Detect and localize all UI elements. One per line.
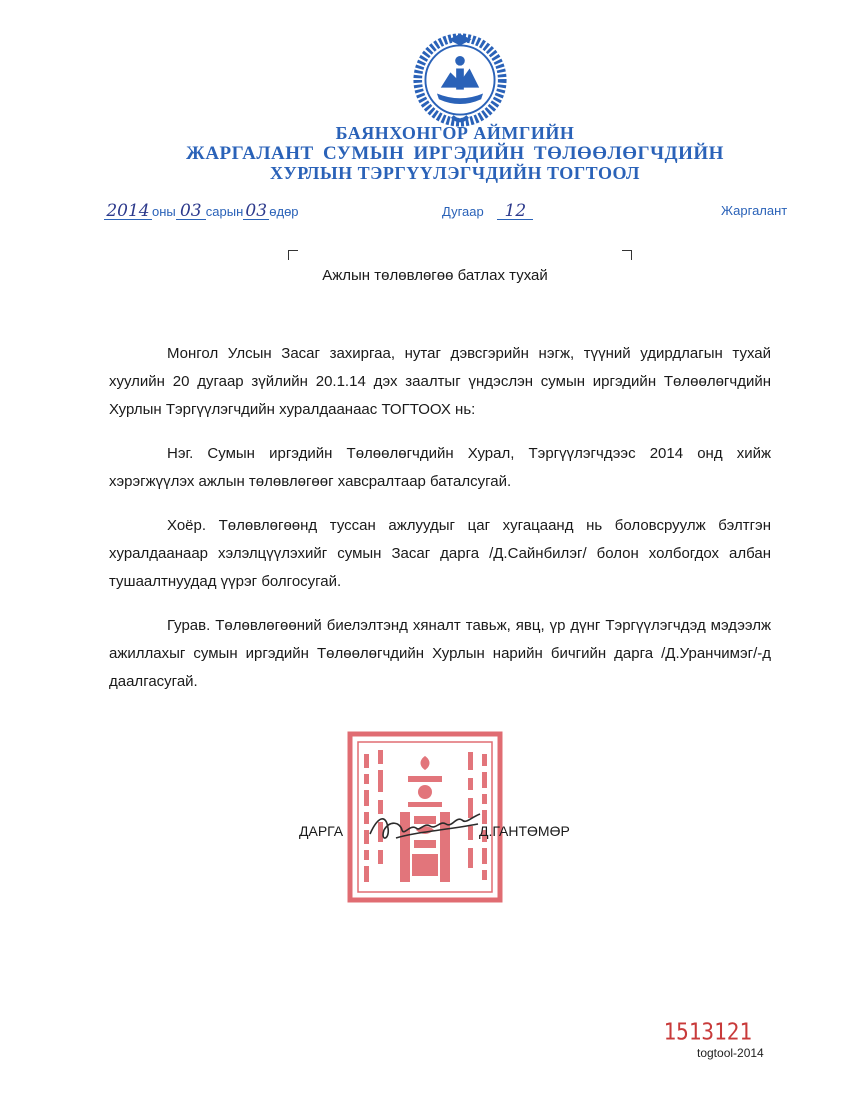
date-day: 03: [243, 203, 269, 220]
header-aimag: БАЯНХОНГОР АЙМГИЙН: [335, 123, 575, 143]
signatory-name: Д.ГАНТӨМӨР: [479, 823, 570, 839]
date-day-suffix: өдөр: [269, 204, 299, 219]
date-year: 2014: [104, 203, 152, 220]
date-year-suffix: оны: [152, 204, 176, 219]
paragraph-preamble: Монгол Улсын Засаг захиргаа, нутаг дэвсгэрийн нэгж, түүний удирдлагын тухай хуулийн 20 дугаар зүйлийн 20.1.14 дэх заалтыг үндэслэн сумын иргэдийн Төлөөлөгчдийн Хурлын Тэргүүлэгчдийн хуралдаанаас ТОГТООХ нь:: [109, 345, 771, 418]
number-line: [442, 203, 533, 220]
paragraph-three: Гурав. Төлөвлөгөөний биелэлтэнд хяналт тавьж, явц, үр дүнг Тэргүүлэгчдэд мэдээлж ажиллахыг сумын иргэдийн Төлөөлөгчдийн Хурлын нарийн бичгийн дарга /Д.Уранчимэг/-д даалгасугай.: [109, 617, 771, 690]
footer-label: togtool-2014: [697, 1046, 764, 1060]
title-corner-left: [288, 250, 298, 260]
document-number-hand: 12: [497, 203, 533, 220]
number-label: Дугаар: [442, 204, 484, 219]
place-name: Жаргалант: [721, 203, 788, 218]
document-title: Ажлын төлөвлөгөө батлах тухай: [322, 267, 548, 284]
document-registration-number: 1513121: [663, 1019, 752, 1045]
date-line: [104, 203, 299, 220]
handwritten-signature: [366, 806, 484, 848]
paragraph-one: Нэг. Сумын иргэдийн Төлөөлөгчдийн Хурал, Тэргүүлэгчдээс 2014 онд хийж хэрэгжүүлэх ажлын төлөвлөгөөг хавсралтаар баталсугай.: [109, 445, 771, 490]
date-month-suffix: сарын: [205, 204, 244, 219]
signature-label: ДАРГА: [299, 823, 344, 839]
header-sum: ЖАРГАЛАНТ СУМЫН ИРГЭДИЙН ТӨЛӨӨЛӨГЧДИЙН: [186, 143, 724, 164]
state-emblem-icon: [412, 32, 508, 128]
title-corner-right: [622, 250, 632, 260]
paragraph-two: Хоёр. Төлөвлөгөөнд туссан ажлуудыг цаг хугацаанд нь боловсруулж бэлтгэн хуралдаанаар хэлэлцүүлэхийг сумын Засаг дарга /Д.Сайнбилэг/ болон холбогдох албан тушаалтнуудад үүрэг болгосугай.: [109, 517, 771, 590]
date-month: 03: [176, 203, 206, 220]
header-document-type: ХУРЛЫН ТЭРГҮҮЛЭГЧДИЙН ТОГТООЛ: [270, 163, 640, 183]
